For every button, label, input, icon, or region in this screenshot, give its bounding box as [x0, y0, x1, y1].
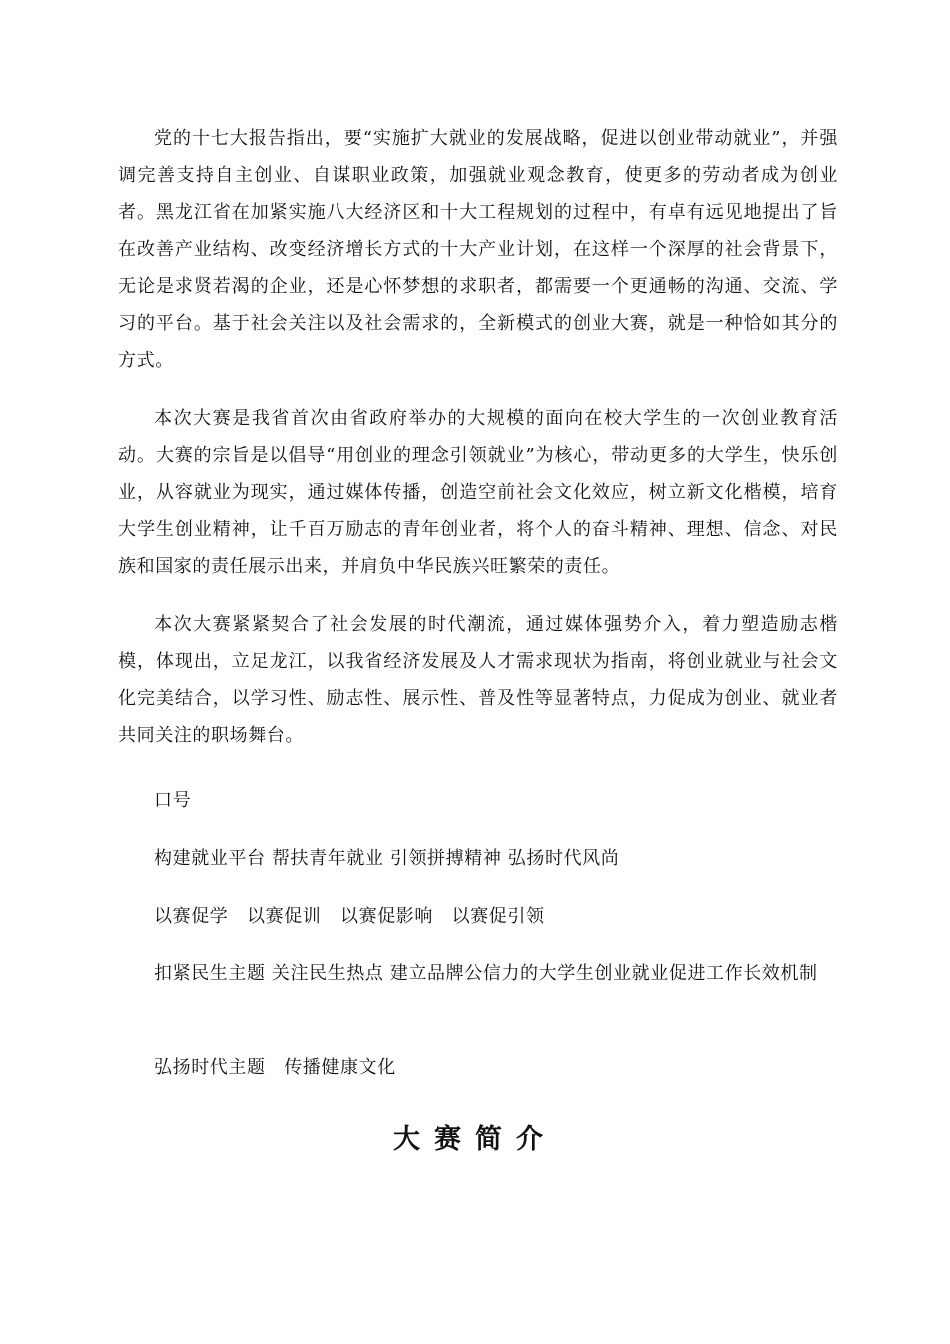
intro-paragraph: 党的十七大报告指出，要“实施扩大就业的发展战略，促进以创业带动就业”，并强调完善支持自主创业、自谋职业政策，加强就业观念教育，使更多的劳动者成为创业者。黑龙江省在加紧实施八大经济区和十大工程规划的过程中，有卓有远见地提出了旨在改善产业结构、改变经济增长方式的十大产业计划，在这样一个深厚的社会背景下，无论是求贤若渴的企业，还是心怀梦想的求职者，都需要一个更通畅的沟通、交流、学习的平台。基于社会关注以及社会需求的，全新模式的创业大赛，就是一种恰如其分的方式。 — [118, 128, 838, 371]
purpose-paragraph: 本次大赛是我省首次由省政府举办的大规模的面向在校大学生的一次创业教育活动。大赛的宗旨是以倡导“用创业的理念引领就业”为核心，带动更多的大学生，快乐创业，从容就业为现实，通过媒体传播，创造空前社会文化效应，树立新文化楷模，培育大学生创业精神，让千百万励志的青年创业者，将个人的奋斗精神、理想、信念、对民族和国家的责任展示出来，并肩负中华民族兴旺繁荣的责任。 — [118, 408, 838, 577]
slogan-line: 以赛促学 以赛促训 以赛促影响 以赛促引领 — [154, 906, 545, 927]
slogan-heading: 口号 — [154, 790, 192, 811]
slogan-line: 弘扬时代主题 传播健康文化 — [154, 1057, 396, 1078]
section-title: 大赛简介 — [393, 1124, 557, 1155]
features-paragraph: 本次大赛紧紧契合了社会发展的时代潮流，通过媒体强势介入，着力塑造励志楷模，体现出，立足龙江，以我省经济发展及人才需求现状为指南，将创业就业与社会文化完美结合，以学习性、励志性、展示性、普及性等显著特点，力促成为创业、就业者共同关注的职场舞台。 — [118, 614, 838, 746]
slogan-line: 扣紧民生主题 关注民生热点 建立品牌公信力的大学生创业就业促进工作长效机制 — [154, 963, 818, 984]
slogan-line: 构建就业平台 帮扶青年就业 引领拼搏精神 弘扬时代风尚 — [154, 848, 620, 869]
